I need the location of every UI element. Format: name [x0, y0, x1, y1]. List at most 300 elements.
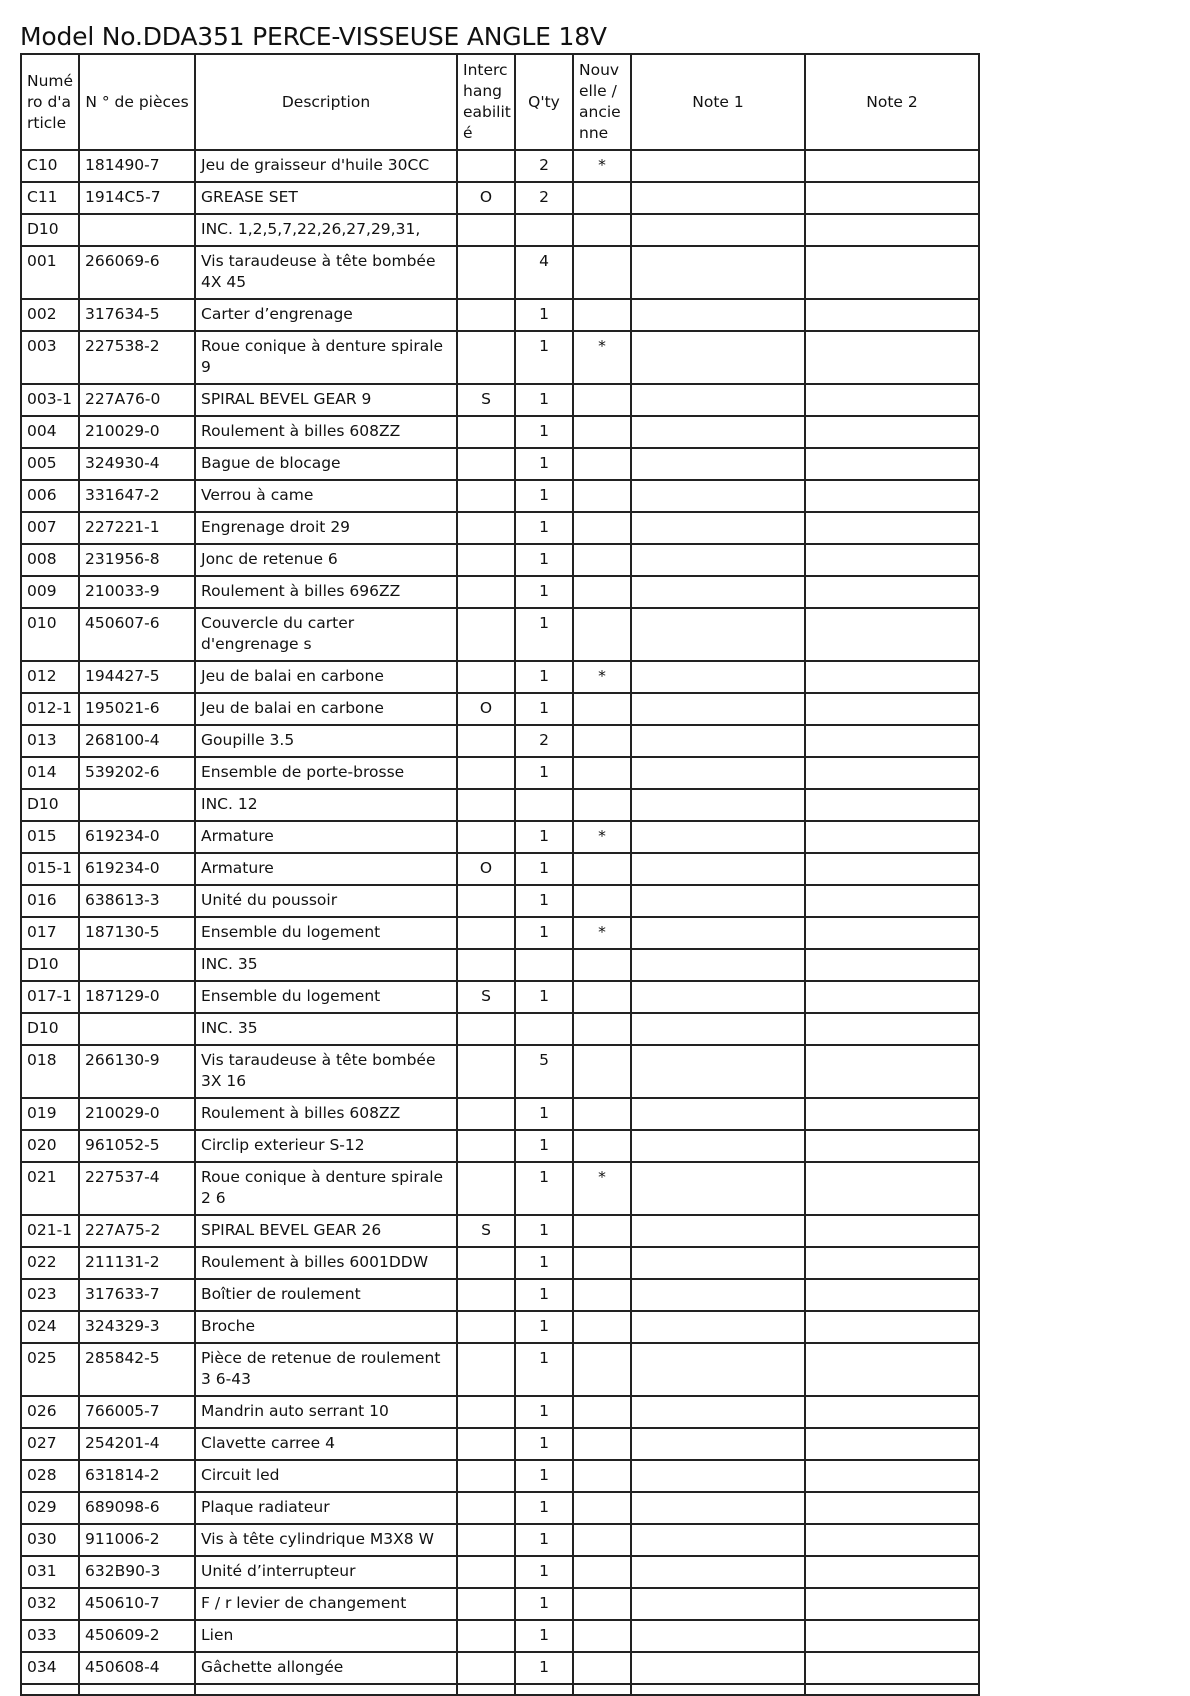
cell-quantity: 5 [515, 1045, 573, 1098]
cell-note-2 [805, 1279, 979, 1311]
table-row [21, 821, 979, 853]
table-row [21, 1556, 979, 1588]
cell-description: Armature [195, 853, 457, 885]
cell-description: Jeu de balai en carbone [195, 661, 457, 693]
cell-new-old [573, 1524, 631, 1556]
cell-note-1 [631, 981, 805, 1013]
cell-note-2 [805, 384, 979, 416]
cell-note-2 [805, 1492, 979, 1524]
cell-part-number: 187130-5 [79, 917, 195, 949]
table-row [21, 1130, 979, 1162]
cell-note-1 [631, 182, 805, 214]
header-new-old: Nouv elle / ancie nne [573, 54, 631, 150]
table-row [21, 576, 979, 608]
cell-interchangeability [457, 1098, 515, 1130]
cell-item-number: 033 [21, 1620, 79, 1652]
cell-item-number: 034 [21, 1652, 79, 1684]
table-row [21, 1396, 979, 1428]
cell-item-number: 029 [21, 1492, 79, 1524]
cell-part-number: 210033-9 [79, 576, 195, 608]
cell-item-number: 019 [21, 1098, 79, 1130]
cell-new-old [573, 544, 631, 576]
cell-new-old [573, 384, 631, 416]
parts-table [20, 53, 980, 1696]
cell-interchangeability [457, 608, 515, 661]
cell-interchangeability [457, 821, 515, 853]
table-row [21, 981, 979, 1013]
cell-part-number: 317633-7 [79, 1279, 195, 1311]
cell-note-2 [805, 949, 979, 981]
cell-interchangeability: O [457, 853, 515, 885]
table-row [21, 917, 979, 949]
cell-description: Mandrin auto serrant 10 [195, 1396, 457, 1428]
cell-note-2 [805, 544, 979, 576]
cell-quantity [515, 789, 573, 821]
cell-note-2 [805, 150, 979, 182]
cell-note-1 [631, 853, 805, 885]
cell-note-1 [631, 1247, 805, 1279]
cell-description: Pièce de retenue de roulement 3 6-43 [195, 1343, 457, 1396]
cell-item-number: 016 [21, 885, 79, 917]
cell-note-2 [805, 885, 979, 917]
cell-description: Lien [195, 1620, 457, 1652]
cell-note-2 [805, 981, 979, 1013]
cell-part-number [79, 214, 195, 246]
table-row [21, 1045, 979, 1098]
cell-interchangeability [457, 416, 515, 448]
cell-note-2 [805, 1311, 979, 1343]
cell-description: Couvercle du carter d'engrenage s [195, 608, 457, 661]
cell-note-1 [631, 512, 805, 544]
cell-description: Jeu de graisseur d'huile 30CC [195, 150, 457, 182]
cell-quantity: 1 [515, 1215, 573, 1247]
cell-note-1 [631, 1013, 805, 1045]
cell-note-1 [631, 1098, 805, 1130]
cell-part-number: 181490-7 [79, 150, 195, 182]
cell-new-old [573, 1460, 631, 1492]
cell-interchangeability [457, 150, 515, 182]
cell-item-number [21, 1684, 79, 1695]
cell-description: Carter d’engrenage [195, 299, 457, 331]
cell-description: Roulement à billes 696ZZ [195, 576, 457, 608]
cell-quantity: 1 [515, 576, 573, 608]
cell-part-number: 268100-4 [79, 725, 195, 757]
cell-item-number: 026 [21, 1396, 79, 1428]
cell-interchangeability [457, 576, 515, 608]
cell-interchangeability [457, 1311, 515, 1343]
cell-new-old [573, 1311, 631, 1343]
cell-note-2 [805, 1045, 979, 1098]
cell-new-old: * [573, 150, 631, 182]
cell-part-number: 254201-4 [79, 1428, 195, 1460]
cell-note-1 [631, 1556, 805, 1588]
cell-note-1 [631, 1130, 805, 1162]
cell-interchangeability [457, 1460, 515, 1492]
cell-note-1 [631, 757, 805, 789]
cell-new-old [573, 1343, 631, 1396]
cell-description: Jeu de balai en carbone [195, 693, 457, 725]
cell-new-old [573, 1279, 631, 1311]
cell-part-number: 539202-6 [79, 757, 195, 789]
cell-interchangeability [457, 1162, 515, 1215]
header-description: Description [195, 54, 457, 150]
cell-item-number: 015-1 [21, 853, 79, 885]
page-title: Model No.DDA351 PERCE-VISSEUSE ANGLE 18V [20, 22, 607, 51]
cell-new-old [573, 448, 631, 480]
cell-description: Clavette carree 4 [195, 1428, 457, 1460]
cell-note-1 [631, 448, 805, 480]
cell-item-number: 023 [21, 1279, 79, 1311]
cell-interchangeability [457, 1620, 515, 1652]
cell-description [195, 1684, 457, 1695]
cell-note-1 [631, 1460, 805, 1492]
cell-item-number: C11 [21, 182, 79, 214]
cell-description: Roulement à billes 6001DDW [195, 1247, 457, 1279]
cell-note-1 [631, 1652, 805, 1684]
cell-interchangeability [457, 1130, 515, 1162]
header-item-number: Numé ro d'a rticle [21, 54, 79, 150]
cell-note-2 [805, 1162, 979, 1215]
cell-item-number: 027 [21, 1428, 79, 1460]
cell-quantity: 1 [515, 1311, 573, 1343]
cell-item-number: 006 [21, 480, 79, 512]
cell-item-number: 021 [21, 1162, 79, 1215]
table-row [21, 384, 979, 416]
cell-quantity: 1 [515, 1492, 573, 1524]
header-note-1: Note 1 [631, 54, 805, 150]
cell-item-number: 012-1 [21, 693, 79, 725]
cell-part-number: 631814-2 [79, 1460, 195, 1492]
cell-note-1 [631, 693, 805, 725]
cell-quantity: 1 [515, 885, 573, 917]
cell-item-number: 032 [21, 1588, 79, 1620]
cell-new-old [573, 725, 631, 757]
cell-interchangeability [457, 1684, 515, 1695]
cell-note-1 [631, 1396, 805, 1428]
cell-description: SPIRAL BEVEL GEAR 9 [195, 384, 457, 416]
cell-note-2 [805, 1588, 979, 1620]
cell-note-1 [631, 1215, 805, 1247]
cell-item-number: 007 [21, 512, 79, 544]
cell-new-old [573, 299, 631, 331]
cell-note-1 [631, 1162, 805, 1215]
cell-item-number: D10 [21, 789, 79, 821]
table-row [21, 150, 979, 182]
header-part-number: N ° de pièces [79, 54, 195, 150]
cell-new-old [573, 1215, 631, 1247]
cell-item-number: 031 [21, 1556, 79, 1588]
cell-description: Bague de blocage [195, 448, 457, 480]
cell-part-number: 619234-0 [79, 853, 195, 885]
cell-note-1 [631, 1492, 805, 1524]
cell-note-2 [805, 331, 979, 384]
cell-part-number [79, 1684, 195, 1695]
cell-interchangeability [457, 1652, 515, 1684]
cell-new-old [573, 182, 631, 214]
cell-interchangeability: S [457, 384, 515, 416]
cell-new-old [573, 246, 631, 299]
cell-interchangeability [457, 1247, 515, 1279]
cell-item-number: D10 [21, 949, 79, 981]
cell-quantity: 1 [515, 608, 573, 661]
cell-item-number: 014 [21, 757, 79, 789]
cell-description: Vis taraudeuse à tête bombée 3X 16 [195, 1045, 457, 1098]
cell-quantity: 1 [515, 512, 573, 544]
table-row [21, 1620, 979, 1652]
table-row [21, 331, 979, 384]
cell-part-number: 285842-5 [79, 1343, 195, 1396]
cell-note-1 [631, 150, 805, 182]
table-row [21, 608, 979, 661]
cell-interchangeability [457, 246, 515, 299]
cell-new-old [573, 949, 631, 981]
cell-note-1 [631, 246, 805, 299]
cell-note-2 [805, 608, 979, 661]
table-row [21, 1098, 979, 1130]
cell-interchangeability [457, 1588, 515, 1620]
cell-part-number: 211131-2 [79, 1247, 195, 1279]
cell-note-2 [805, 1684, 979, 1695]
cell-part-number: 450608-4 [79, 1652, 195, 1684]
cell-interchangeability: O [457, 182, 515, 214]
cell-new-old [573, 576, 631, 608]
table-row [21, 1588, 979, 1620]
cell-part-number [79, 949, 195, 981]
cell-item-number: 020 [21, 1130, 79, 1162]
header-row [21, 54, 979, 150]
cell-item-number: 008 [21, 544, 79, 576]
cell-part-number: 227A76-0 [79, 384, 195, 416]
cell-quantity: 1 [515, 661, 573, 693]
cell-item-number: 022 [21, 1247, 79, 1279]
cell-quantity: 1 [515, 331, 573, 384]
cell-new-old [573, 1652, 631, 1684]
cell-part-number: 1914C5-7 [79, 182, 195, 214]
cell-note-1 [631, 725, 805, 757]
cell-note-1 [631, 885, 805, 917]
cell-item-number: 015 [21, 821, 79, 853]
cell-note-2 [805, 416, 979, 448]
cell-quantity: 1 [515, 1588, 573, 1620]
cell-description: Vis taraudeuse à tête bombée 4X 45 [195, 246, 457, 299]
cell-new-old [573, 757, 631, 789]
cell-quantity: 1 [515, 1247, 573, 1279]
cell-part-number: 187129-0 [79, 981, 195, 1013]
table-row [21, 448, 979, 480]
cell-note-2 [805, 1428, 979, 1460]
cell-quantity: 2 [515, 150, 573, 182]
cell-quantity [515, 214, 573, 246]
cell-note-1 [631, 1343, 805, 1396]
cell-quantity: 1 [515, 384, 573, 416]
table-row [21, 661, 979, 693]
cell-item-number: 018 [21, 1045, 79, 1098]
cell-part-number: 632B90-3 [79, 1556, 195, 1588]
table-row [21, 693, 979, 725]
cell-item-number: 017 [21, 917, 79, 949]
cell-new-old [573, 1620, 631, 1652]
cell-quantity: 1 [515, 416, 573, 448]
cell-part-number: 210029-0 [79, 416, 195, 448]
cell-interchangeability [457, 661, 515, 693]
table-row [21, 789, 979, 821]
cell-part-number: 911006-2 [79, 1524, 195, 1556]
cell-item-number: D10 [21, 214, 79, 246]
cell-new-old [573, 1098, 631, 1130]
cell-part-number [79, 1013, 195, 1045]
cell-description: Boîtier de roulement [195, 1279, 457, 1311]
cell-note-2 [805, 1098, 979, 1130]
cell-note-2 [805, 1013, 979, 1045]
cell-note-1 [631, 544, 805, 576]
cell-item-number: 004 [21, 416, 79, 448]
cell-description: Engrenage droit 29 [195, 512, 457, 544]
cell-quantity: 1 [515, 1556, 573, 1588]
table-row [21, 416, 979, 448]
cell-part-number: 266069-6 [79, 246, 195, 299]
cell-description: Armature [195, 821, 457, 853]
cell-note-1 [631, 1428, 805, 1460]
cell-note-1 [631, 214, 805, 246]
table-row [21, 1492, 979, 1524]
table-row [21, 757, 979, 789]
cell-quantity: 1 [515, 299, 573, 331]
cell-quantity: 1 [515, 1130, 573, 1162]
cell-quantity: 1 [515, 981, 573, 1013]
table-row [21, 1524, 979, 1556]
table-row [21, 182, 979, 214]
cell-quantity: 1 [515, 853, 573, 885]
cell-quantity: 1 [515, 693, 573, 725]
cell-new-old [573, 1492, 631, 1524]
cell-interchangeability [457, 1556, 515, 1588]
cell-new-old [573, 1247, 631, 1279]
cell-quantity: 1 [515, 1652, 573, 1684]
cell-note-2 [805, 512, 979, 544]
cell-new-old [573, 885, 631, 917]
table-row [21, 1343, 979, 1396]
cell-interchangeability [457, 917, 515, 949]
cell-note-2 [805, 1620, 979, 1652]
cell-item-number: 010 [21, 608, 79, 661]
table-row [21, 949, 979, 981]
cell-note-1 [631, 299, 805, 331]
table-row [21, 1311, 979, 1343]
cell-note-2 [805, 182, 979, 214]
cell-new-old [573, 981, 631, 1013]
cell-interchangeability [457, 789, 515, 821]
cell-new-old: * [573, 821, 631, 853]
cell-new-old [573, 1045, 631, 1098]
cell-description: Unité du poussoir [195, 885, 457, 917]
cell-note-2 [805, 789, 979, 821]
cell-note-1 [631, 608, 805, 661]
cell-interchangeability [457, 1343, 515, 1396]
cell-quantity: 1 [515, 1428, 573, 1460]
cell-new-old [573, 789, 631, 821]
cell-part-number: 619234-0 [79, 821, 195, 853]
table-row [21, 1162, 979, 1215]
cell-description: INC. 35 [195, 1013, 457, 1045]
cell-quantity: 1 [515, 917, 573, 949]
cell-item-number: 021-1 [21, 1215, 79, 1247]
cell-note-2 [805, 448, 979, 480]
cell-note-2 [805, 1343, 979, 1396]
cell-note-1 [631, 480, 805, 512]
cell-note-1 [631, 821, 805, 853]
cell-quantity: 1 [515, 480, 573, 512]
cell-note-2 [805, 821, 979, 853]
cell-interchangeability [457, 299, 515, 331]
cell-interchangeability [457, 331, 515, 384]
cell-new-old [573, 1013, 631, 1045]
header-interchangeability: Interc hang eabilit é [457, 54, 515, 150]
table-row [21, 1684, 979, 1695]
table-row [21, 853, 979, 885]
cell-new-old: * [573, 1162, 631, 1215]
cell-quantity: 2 [515, 182, 573, 214]
table-row [21, 1247, 979, 1279]
table-row [21, 725, 979, 757]
cell-part-number: 317634-5 [79, 299, 195, 331]
cell-interchangeability [457, 1045, 515, 1098]
cell-new-old [573, 416, 631, 448]
cell-note-1 [631, 1045, 805, 1098]
cell-note-2 [805, 576, 979, 608]
cell-interchangeability [457, 448, 515, 480]
cell-quantity [515, 949, 573, 981]
cell-interchangeability [457, 512, 515, 544]
cell-description: Goupille 3.5 [195, 725, 457, 757]
cell-description: Vis à tête cylindrique M3X8 W [195, 1524, 457, 1556]
cell-new-old [573, 512, 631, 544]
cell-part-number: 210029-0 [79, 1098, 195, 1130]
cell-new-old [573, 853, 631, 885]
cell-note-2 [805, 693, 979, 725]
cell-interchangeability [457, 480, 515, 512]
cell-description: Circuit led [195, 1460, 457, 1492]
cell-note-2 [805, 1524, 979, 1556]
cell-interchangeability [457, 1279, 515, 1311]
cell-item-number: 013 [21, 725, 79, 757]
table-row [21, 1460, 979, 1492]
cell-description: Roulement à billes 608ZZ [195, 1098, 457, 1130]
cell-note-1 [631, 917, 805, 949]
cell-part-number: 227538-2 [79, 331, 195, 384]
cell-new-old [573, 480, 631, 512]
cell-description: Roulement à billes 608ZZ [195, 416, 457, 448]
cell-description: SPIRAL BEVEL GEAR 26 [195, 1215, 457, 1247]
cell-new-old [573, 1130, 631, 1162]
cell-note-2 [805, 480, 979, 512]
cell-note-2 [805, 1247, 979, 1279]
cell-note-1 [631, 1311, 805, 1343]
cell-note-1 [631, 576, 805, 608]
cell-part-number: 227221-1 [79, 512, 195, 544]
cell-part-number: 324329-3 [79, 1311, 195, 1343]
cell-quantity: 1 [515, 448, 573, 480]
cell-quantity: 1 [515, 1620, 573, 1652]
cell-part-number: 450609-2 [79, 1620, 195, 1652]
table-row [21, 1279, 979, 1311]
cell-interchangeability: S [457, 981, 515, 1013]
cell-quantity: 1 [515, 1460, 573, 1492]
cell-note-1 [631, 416, 805, 448]
cell-note-1 [631, 1279, 805, 1311]
cell-item-number: 001 [21, 246, 79, 299]
table-row [21, 885, 979, 917]
cell-note-1 [631, 661, 805, 693]
